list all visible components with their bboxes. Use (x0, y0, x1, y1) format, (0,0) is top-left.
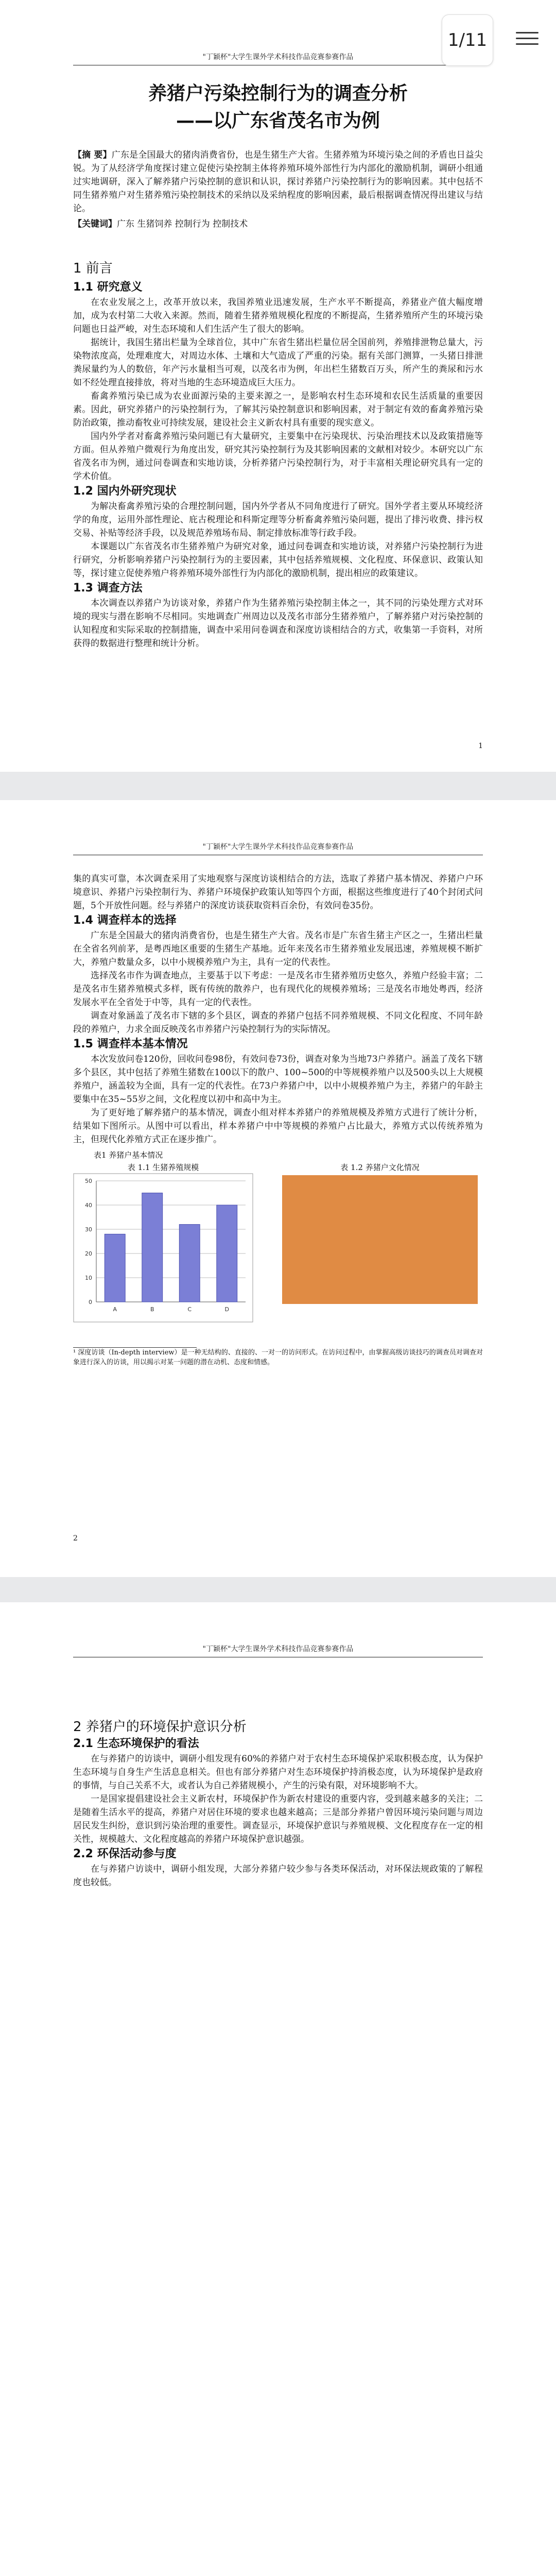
page-counter (442, 14, 493, 66)
y-tick-label: 30 (85, 1226, 92, 1233)
abstract-text: 广东是全国最大的猪肉消费省份，也是生猪生产大省。生猪养殖为环境污染之间的矛盾也日益尖锐。为了从经济学角度探讨建立促使污染控制主体将养殖环境外部性行为内部化的激励机制，调研小组通过实地调研，深入了解养猪户污染控制的意识和认识，探讨养猪户污染控制行为的影响因素。其中包括不同生猪养殖户对生猪养殖污染控制技术的采纳以及采纳程度的影响因素，最后根据调查情况得出建议与结论。 (73, 150, 483, 214)
figure-row (73, 1162, 483, 1327)
paragraph: 本次调查以养猪户为访谈对象，养猪户作为生猪养殖污染控制主体之一，其不同的污染处理方式对环境的现实与潜在影响不尽相同。实地调查广州周边以及茂名市部分生猪养殖户，了解养猪户对污染控制的认知程度和实际采取的控制措施，调查中采用问卷调查和深度访谈相结合的方式，收集第一手资料，对所获得的数据进行整理和统计分析。 (73, 598, 483, 649)
document-subtitle: ——以广东省茂名市为例 (176, 110, 380, 131)
document-page-2 (0, 800, 556, 1577)
section-2-2-title: 2.2 环保活动参与度 (73, 1848, 177, 1860)
bar (179, 1225, 200, 1302)
table-caption: 表1 养猪户基本情况 (94, 1150, 163, 1160)
paragraph: 国内外学者对畜禽养殖污染问题已有大量研究，主要集中在污染现状、污染治理技术以及政策措施等方面。但从养殖户微观行为角度出发，研究其污染控制行为及其影响因素的文献相对较少。本研究以广东省茂名市为例，通过问卷调查和实地访谈，分析养猪户污染控制行为，对于丰富相关理论研究具有一定的学术价值。 (73, 431, 483, 482)
document-title: 养猪户污染控制行为的调查分析 (148, 83, 408, 104)
page-number: 1 (478, 742, 483, 750)
document-page-1 (0, 0, 556, 772)
figure-right-caption: 表 1.2 养猪户文化情况 (340, 1163, 420, 1172)
keywords-text: 广东 生猪饲养 控制行为 控制技术 (117, 219, 248, 229)
y-tick-label: 20 (85, 1250, 92, 1257)
page-counter-text: 1/11 (447, 30, 488, 50)
abstract (73, 148, 483, 215)
x-tick-label: B (150, 1306, 154, 1313)
y-tick-label: 10 (85, 1275, 92, 1281)
section-1-3-title: 1.3 调查方法 (73, 582, 143, 595)
paragraph: 在农业发展之上，改革开放以来，我国养殖业迅速发展，生产水平不断提高，养猪业产值大幅度增加，成为农村第二大收入来源。然而，随着生猪养殖规模化程度的不断提高，生猪养殖所产生的环境污染问题也日益严峻，对生态环境和人们生活产生了很大的影响。 (73, 297, 483, 334)
paragraph: 调查对象涵盖了茂名市下辖的多个县区，调查的养猪户包括不同养殖规模、不同文化程度、不同年龄段的养殖户，力求全面反映茂名市养猪户污染控制行为的实际情况。 (73, 1011, 483, 1035)
y-tick-label: 50 (85, 1178, 92, 1184)
paragraph: 畜禽养殖污染已成为农业面源污染的主要来源之一，是影响农村生态环境和农民生活质量的重要因素。因此，研究养猪户的污染控制行为，了解其污染控制意识和影响因素，对于制定有效的畜禽养殖污染防治政策，推动畜牧业可持续发展，建设社会主义新农村具有重要的现实意义。 (73, 391, 483, 428)
bar (142, 1193, 163, 1302)
x-tick-label: C (187, 1306, 192, 1313)
footnote: ¹ 深度访谈（In-depth interview）是一种无结构的、直接的、一对一的访问形式。在访问过程中，由掌握高级访谈技巧的调查员对调查对象进行深入的访谈，用以揭示对某一问题的潜在动机、态度和情感。 (73, 1349, 483, 1366)
page3-content (73, 1718, 483, 1889)
bar (105, 1234, 125, 1302)
paragraph: 广东是全国最大的猪肉消费省份，也是生猪生产大省。茂名市是广东省生猪主产区之一，生猪出栏量在全省名列前茅，是粤西地区重要的生猪生产基地。近年来茂名市生猪养殖业发展迅速，养殖规模不断扩大，养殖户数量众多，以中小规模养殖户为主，具有一定的代表性。 (73, 930, 483, 968)
paragraph: 为了更好地了解养猪户的基本情况，调查小组对样本养猪户的养殖规模及养殖方式进行了统计分析，结果如下图所示。从图中可以看出，样本养猪户中中等规模的养殖户占比最大，养殖方式以传统养殖为主，但现代化养殖方式正在逐步推广。 (73, 1108, 483, 1145)
keywords-label: 【关键词】 (73, 219, 117, 229)
x-tick-label: A (113, 1306, 117, 1313)
running-header: "丁颖杯"大学生课外学术科技作品竞赛参赛作品 (73, 841, 483, 855)
paragraph: 一是国家提倡建设社会主义新农村，环境保护作为新农村建设的重要内容，受到越来越多的关注；二是随着生活水平的提高，养猪户对居住环境的要求也越来越高；三是部分养猪户曾因环境污染问题与周边居民发生纠纷，意识到污染治理的重要性。调查显示，环境保护意识与养殖规模、文化程度存在一定的相关性，规模越大、文化程度越高的养猪户环境保护意识越强。 (73, 1794, 483, 1844)
document-page-3 (0, 1602, 556, 2576)
section-1-1-title: 1.1 研究意义 (73, 281, 143, 294)
paragraph: 集的真实可靠，本次调查采用了实地观察与深度访谈相结合的方法，选取了养猪户基本情况、养猪户户环境意识、养猪户污染控制行为、养猪户环境保护政策认知等四个方面，根据这些维度进行了40个封闭式问题，5个开放性问题。经与养猪户的深度访谈获取资料百余份，有效问卷35份。 (73, 874, 483, 911)
running-header: "丁颖杯"大学生课外学术科技作品竞赛参赛作品 (73, 1643, 483, 1657)
section-1-5-title: 1.5 调查样本基本情况 (73, 1038, 188, 1050)
running-header: "丁颖杯"大学生课外学术科技作品竞赛参赛作品 (73, 52, 483, 65)
paragraph: 据统计，我国生猪出栏量为全球首位，其中广东省生猪出栏量位居全国前列，养殖排泄物总量大，污染物浓度高，处理难度大，对周边水体、土壤和大气造成了严重的污染。据有关部门测算，一头猪日排泄粪尿量约为人的数倍，年产污水量相当可观，以茂名市为例，年出栏生猪数百万头，所产生的粪尿和污水如不经处理直接排放，将对当地的生态环境造成巨大压力。 (73, 337, 483, 388)
figure-right (277, 1162, 483, 1304)
paragraph: 在与养猪户访谈中，调研小组发现，大部分养猪户较少参与各类环保活动，对环保法规政策的了解程度也较低。 (73, 1864, 483, 1888)
section-2-1-title: 2.1 生态环境保护的看法 (73, 1737, 199, 1750)
abstract-label: 【摘 要】 (73, 150, 112, 160)
paragraph: 为解决畜禽养殖污染的合理控制问题，国内外学者从不同角度进行了研究。国外学者主要从环境经济学的角度，运用外部性理论、庇古税理论和科斯定理等分析畜禽养殖污染问题，提出了排污收费、排污权交易、补贴等经济手段，以及规范养殖场布局、制定排放标准等行政手段。 (73, 501, 483, 538)
paragraph: 在与养猪户的访谈中，调研小组发现有60%的养猪户对于农村生态环境保护采取积极态度，认为保护生态环境与自身生产生活息息相关。但也有部分养猪户对生态环境保护持消极态度，认为环境保护是政府的事情，与自己关系不大，或者认为自己养猪规模小，产生的污染有限，对环境影响不大。 (73, 1754, 483, 1791)
section-2-title: 2 养猪户的环境保护意识分析 (73, 1719, 247, 1735)
section-1-4-title: 1.4 调查样本的选择 (73, 914, 177, 927)
y-tick-label: 40 (85, 1202, 92, 1209)
page-number: 2 (73, 1534, 78, 1543)
paragraph: 选择茂名市作为调查地点，主要基于以下考虑：一是茂名市生猪养殖历史悠久，养殖户经验丰富；二是茂名市生猪养殖模式多样，既有传统的散养户，也有现代化的规模养殖场；三是茂名市地处粤西，经济发展水平在全省处于中等，具有一定的代表性。 (73, 971, 483, 1008)
bar-chart (73, 1173, 253, 1323)
x-tick-label: D (224, 1306, 229, 1313)
menu-icon[interactable] (516, 28, 538, 48)
section-1-2-title: 1.2 国内外研究现状 (73, 485, 177, 498)
page1-content (73, 81, 483, 650)
figure-left-caption: 表 1.1 生猪养殖规模 (127, 1163, 199, 1172)
section-1-title: 1 前言 (73, 261, 113, 276)
paragraph: 本课题以广东省茂名市生猪养殖户为研究对象，通过问卷调查和实地访谈，对养猪户污染控制行为进行研究，分析影响养猪户污染控制行为的主要因素，其中包括养殖规模、文化程度、环保意识、政策认知等，探讨建立促使养殖户将养殖环境外部性行为内部化的激励机制，提出相应的政策建议。 (73, 541, 483, 579)
keywords (73, 217, 483, 231)
page2-content (73, 872, 483, 1367)
y-tick-label: 0 (89, 1299, 92, 1306)
figure-left (73, 1162, 253, 1327)
paragraph: 本次发放问卷120份，回收问卷98份，有效问卷73份，调查对象为当地73户养猪户。涵盖了茂名下辖多个县区，其中包括了养殖生猪数在100以下的散户、100~500的中等规模养殖户以及500头以上大规模养殖户，涵盖较为全面，具有一定的代表性。在73户养猪户中，以中小规模养殖户为主，养猪户的年龄主要集中在35~55岁之间，文化程度以初中和高中为主。 (73, 1054, 483, 1105)
bar (217, 1205, 237, 1302)
education-figure-image (282, 1175, 478, 1304)
